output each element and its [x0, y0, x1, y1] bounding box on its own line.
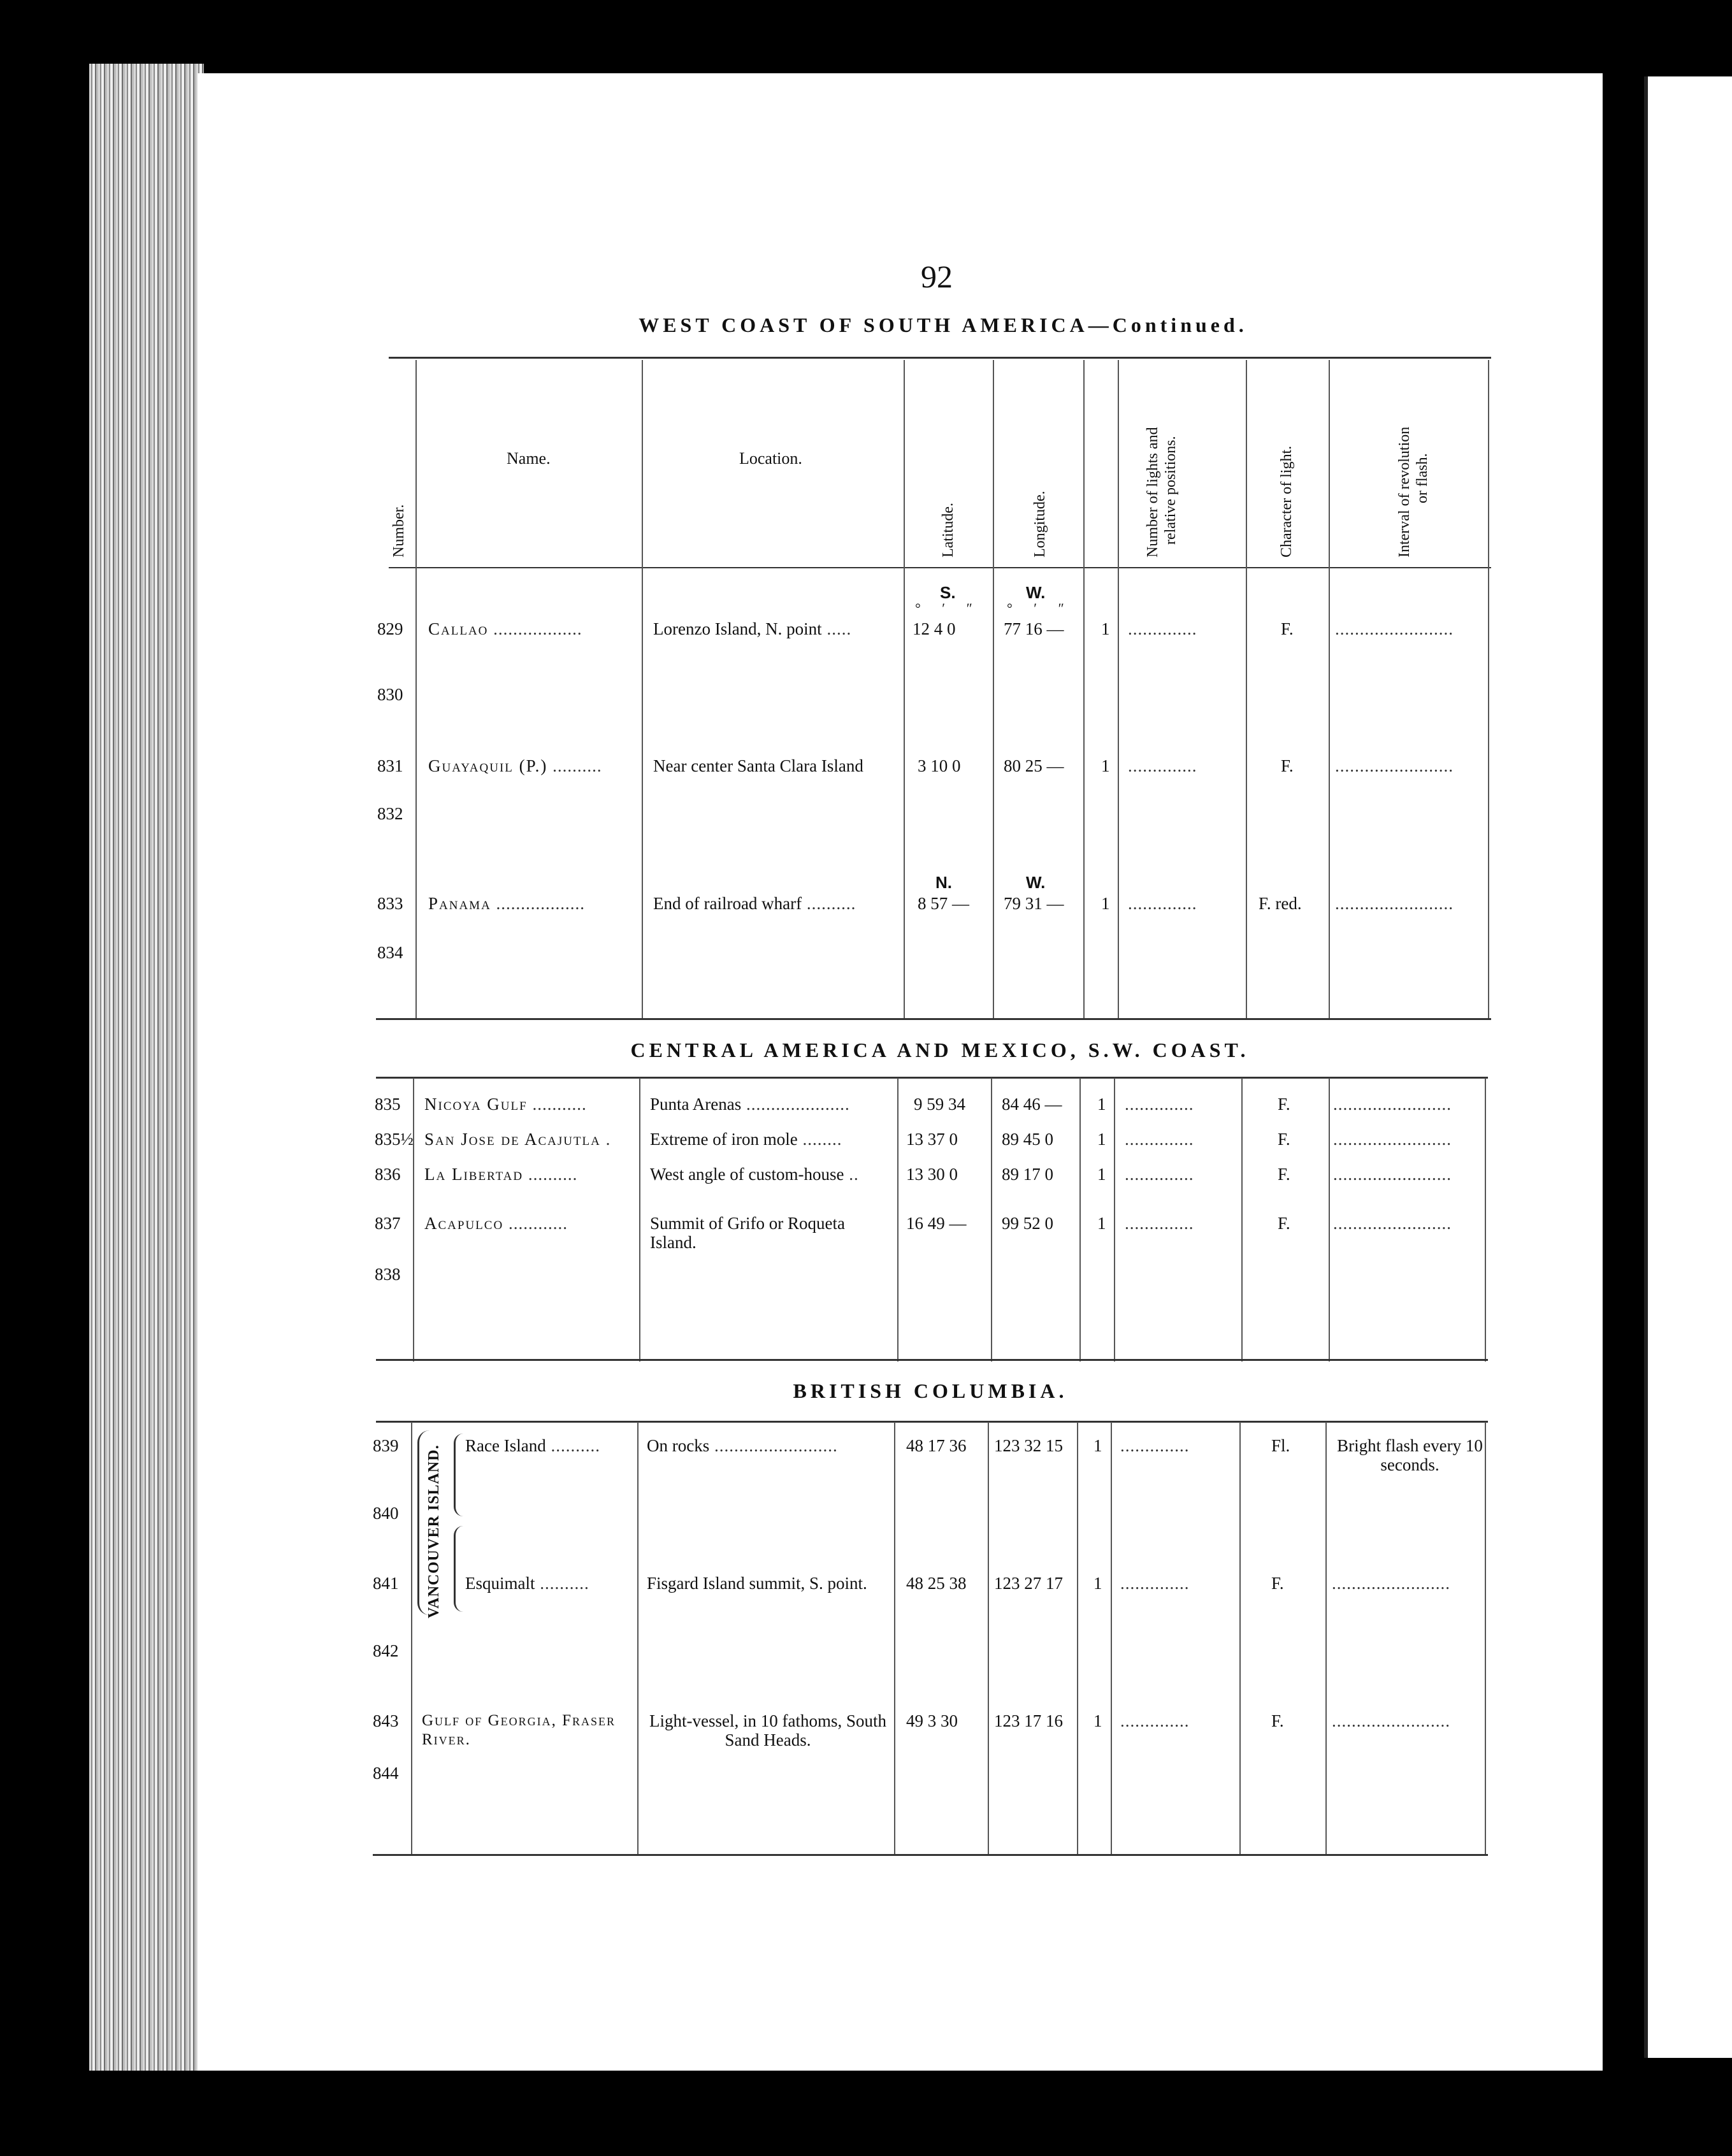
light-character: F.: [1278, 1130, 1290, 1149]
degree-marks-lat: ° ′ ″: [915, 600, 981, 616]
light-name: Callao ..................: [428, 619, 582, 638]
book-gutter-edge: [89, 64, 204, 2071]
lights-count: 1: [1101, 756, 1110, 775]
longitude-value: 123 32 15: [994, 1436, 1063, 1455]
light-character: F.: [1281, 756, 1294, 775]
table-bottom-rule: [376, 1018, 1491, 1020]
light-character: Fl.: [1271, 1436, 1290, 1455]
longitude-value: 84 46 —: [1002, 1095, 1062, 1114]
row-number: 834: [377, 943, 403, 962]
leader-dots: ..............: [1125, 1165, 1194, 1184]
col-rule: [1083, 360, 1085, 1019]
section-title-central-america: CENTRAL AMERICA AND MEXICO, S.W. COAST.: [630, 1038, 1250, 1061]
light-name: Esquimalt ..........: [465, 1574, 589, 1593]
group-brace-inner: [454, 1526, 463, 1612]
light-location: On rocks .........................: [647, 1436, 838, 1455]
row-number: 832: [377, 804, 403, 823]
light-name: Race Island ..........: [465, 1436, 600, 1455]
header-bottom-rule: [389, 567, 1491, 568]
leader-dots: ..............: [1120, 1711, 1190, 1730]
leader-dots: ..............: [1125, 1130, 1194, 1149]
adjacent-page-edge: [1644, 76, 1732, 2058]
leader-dots: ..............: [1125, 1214, 1194, 1233]
row-number: 844: [373, 1764, 399, 1783]
light-location: Fisgard Island summit, S. point.: [647, 1574, 867, 1593]
row-number: 831: [377, 756, 403, 775]
latitude-value: 49 3 30: [906, 1711, 958, 1730]
col-rule: [1241, 1078, 1243, 1362]
col-rule: [413, 1078, 414, 1362]
light-name: San Jose de Acajutla .: [424, 1130, 611, 1149]
row-number: 839: [373, 1436, 399, 1455]
light-name: Panama ..................: [428, 894, 586, 913]
col-rule: [1118, 360, 1119, 1019]
light-character: F.: [1278, 1095, 1290, 1114]
section-title-british-columbia: BRITISH COLUMBIA.: [793, 1379, 1068, 1402]
leader-dots: ........................: [1333, 1095, 1452, 1114]
col-rule: [642, 360, 643, 1019]
row-number: 835: [375, 1095, 401, 1114]
light-character: F.: [1271, 1711, 1284, 1730]
header-lights-line1: Number of lights and: [1144, 427, 1161, 557]
row-number: 838: [375, 1265, 401, 1284]
header-name: Name.: [507, 449, 551, 468]
row-number: 842: [373, 1641, 399, 1660]
light-name: Acapulco ............: [424, 1214, 568, 1233]
col-rule: [415, 360, 417, 1019]
leader-dots: ........................: [1335, 894, 1454, 913]
light-character: F.: [1271, 1574, 1284, 1593]
col-rule: [1485, 1078, 1486, 1362]
longitude-value: 123 27 17: [994, 1574, 1063, 1593]
col-rule: [1246, 360, 1247, 1019]
row-number: 833: [377, 894, 403, 913]
latitude-value: 13 37 0: [906, 1130, 958, 1149]
header-latitude: Latitude.: [940, 503, 956, 557]
latitude-value: 9 59 34: [914, 1095, 965, 1114]
col-rule: [639, 1078, 640, 1362]
header-lights-line2: relative positions.: [1162, 436, 1179, 545]
leader-dots: ........................: [1335, 756, 1454, 775]
col-rule: [993, 360, 994, 1019]
col-rule: [637, 1422, 639, 1855]
light-name: Nicoya Gulf ...........: [424, 1095, 587, 1114]
row-number: 843: [373, 1711, 399, 1730]
col-rule: [1329, 360, 1330, 1019]
leader-dots: ..............: [1128, 894, 1197, 913]
row-number: 837: [375, 1214, 401, 1233]
col-rule: [1488, 360, 1489, 1019]
table-top-rule: [389, 357, 1491, 359]
longitude-value: 89 17 0: [1002, 1165, 1053, 1184]
header-number: Number.: [391, 504, 407, 557]
light-name: Guayaquil (P.) ..........: [428, 756, 602, 775]
document-page: [198, 73, 1603, 2071]
lights-count: 1: [1093, 1436, 1102, 1455]
col-rule: [1329, 1078, 1330, 1362]
col-rule: [1239, 1422, 1241, 1855]
latitude-value: 3 10 0: [918, 756, 961, 775]
longitude-value: 89 45 0: [1002, 1130, 1053, 1149]
latitude-value: 48 25 38: [906, 1574, 967, 1593]
longitude-value: 80 25 —: [1004, 756, 1064, 775]
table-top-rule: [376, 1077, 1488, 1079]
longitude-value: 123 17 16: [994, 1711, 1063, 1730]
leader-dots: ..............: [1120, 1574, 1190, 1593]
col-rule: [1114, 1078, 1115, 1362]
unit-west: W.: [1026, 583, 1046, 602]
latitude-value: 13 30 0: [906, 1165, 958, 1184]
row-number: 840: [373, 1504, 399, 1523]
light-character: F.: [1278, 1165, 1290, 1184]
row-number: 836: [375, 1165, 401, 1184]
leader-dots: ..............: [1128, 619, 1197, 638]
header-interval-line1: Interval of revolution: [1396, 426, 1413, 557]
light-name: La Libertad ..........: [424, 1165, 578, 1184]
light-character: F.: [1278, 1214, 1290, 1233]
longitude-value: 77 16 —: [1004, 619, 1064, 638]
group-brace-inner: [454, 1434, 463, 1516]
section-title-west-coast: WEST COAST OF SOUTH AMERICA—Continued.: [639, 313, 1248, 336]
degree-marks-lon: ° ′ ″: [1007, 600, 1073, 616]
light-location: Summit of Grifo or Roqueta Island.: [650, 1214, 845, 1252]
light-interval: Bright flash every 10 seconds.: [1337, 1436, 1483, 1474]
light-location: End of railroad wharf ..........: [653, 894, 856, 913]
leader-dots: ..............: [1120, 1436, 1190, 1455]
col-rule: [988, 1422, 989, 1855]
latitude-value: 16 49 —: [906, 1214, 967, 1233]
col-rule: [1079, 1078, 1081, 1362]
col-rule: [894, 1422, 895, 1855]
light-name: Gulf of Georgia, Fraser River.: [422, 1712, 616, 1748]
leader-dots: ........................: [1332, 1711, 1450, 1730]
row-number: 841: [373, 1574, 399, 1593]
header-location: Location.: [739, 449, 802, 468]
leader-dots: ........................: [1335, 619, 1454, 638]
header-character: Character of light.: [1278, 445, 1295, 557]
row-number: 829: [377, 619, 403, 638]
light-location: West angle of custom-house ..: [650, 1165, 859, 1184]
light-location: Near center Santa Clara Island: [653, 756, 863, 775]
latitude-value: 12 4 0: [913, 619, 956, 638]
col-rule: [991, 1078, 992, 1362]
longitude-value: 79 31 —: [1004, 894, 1064, 913]
unit-north: N.: [935, 873, 952, 892]
longitude-value: 99 52 0: [1002, 1214, 1053, 1233]
leader-dots: ..............: [1125, 1095, 1194, 1114]
group-label-vancouver-island: VANCOUVER ISLAND.: [426, 1444, 442, 1618]
light-location: Punta Arenas .....................: [650, 1095, 850, 1114]
lights-count: 1: [1097, 1130, 1106, 1149]
lights-count: 1: [1093, 1711, 1102, 1730]
col-rule: [1077, 1422, 1078, 1855]
col-rule: [897, 1078, 898, 1362]
header-longitude: Longitude.: [1032, 491, 1048, 557]
col-rule: [1325, 1422, 1327, 1855]
col-rule: [1485, 1422, 1486, 1855]
table-bottom-rule: [376, 1359, 1488, 1361]
light-location: Extreme of iron mole ........: [650, 1130, 842, 1149]
row-number: 835½: [375, 1130, 414, 1149]
leader-dots: ........................: [1332, 1574, 1450, 1593]
unit-west: W.: [1026, 873, 1046, 892]
page-number: 92: [921, 259, 953, 294]
latitude-value: 48 17 36: [906, 1436, 967, 1455]
light-character: F.: [1281, 619, 1294, 638]
row-number: 830: [377, 685, 403, 704]
leader-dots: ........................: [1333, 1165, 1452, 1184]
light-location: Lorenzo Island, N. point .....: [653, 619, 852, 638]
col-rule: [411, 1422, 412, 1855]
lights-count: 1: [1093, 1574, 1102, 1593]
col-rule: [904, 360, 905, 1019]
leader-dots: ..............: [1128, 756, 1197, 775]
lights-count: 1: [1101, 894, 1110, 913]
light-location: Light-vessel, in 10 fathoms, South Sand Heads.: [649, 1711, 886, 1750]
latitude-value: 8 57 —: [918, 894, 969, 913]
lights-count: 1: [1101, 619, 1110, 638]
leader-dots: ........................: [1333, 1130, 1452, 1149]
light-character: F. red.: [1259, 894, 1302, 913]
unit-south: S.: [940, 583, 956, 602]
lights-count: 1: [1097, 1095, 1106, 1114]
lights-count: 1: [1097, 1165, 1106, 1184]
table-bottom-rule: [373, 1854, 1488, 1856]
col-rule: [1111, 1422, 1112, 1855]
header-interval-line2: or flash.: [1414, 453, 1431, 503]
lights-count: 1: [1097, 1214, 1106, 1233]
table-top-rule: [376, 1421, 1488, 1423]
leader-dots: ........................: [1333, 1214, 1452, 1233]
